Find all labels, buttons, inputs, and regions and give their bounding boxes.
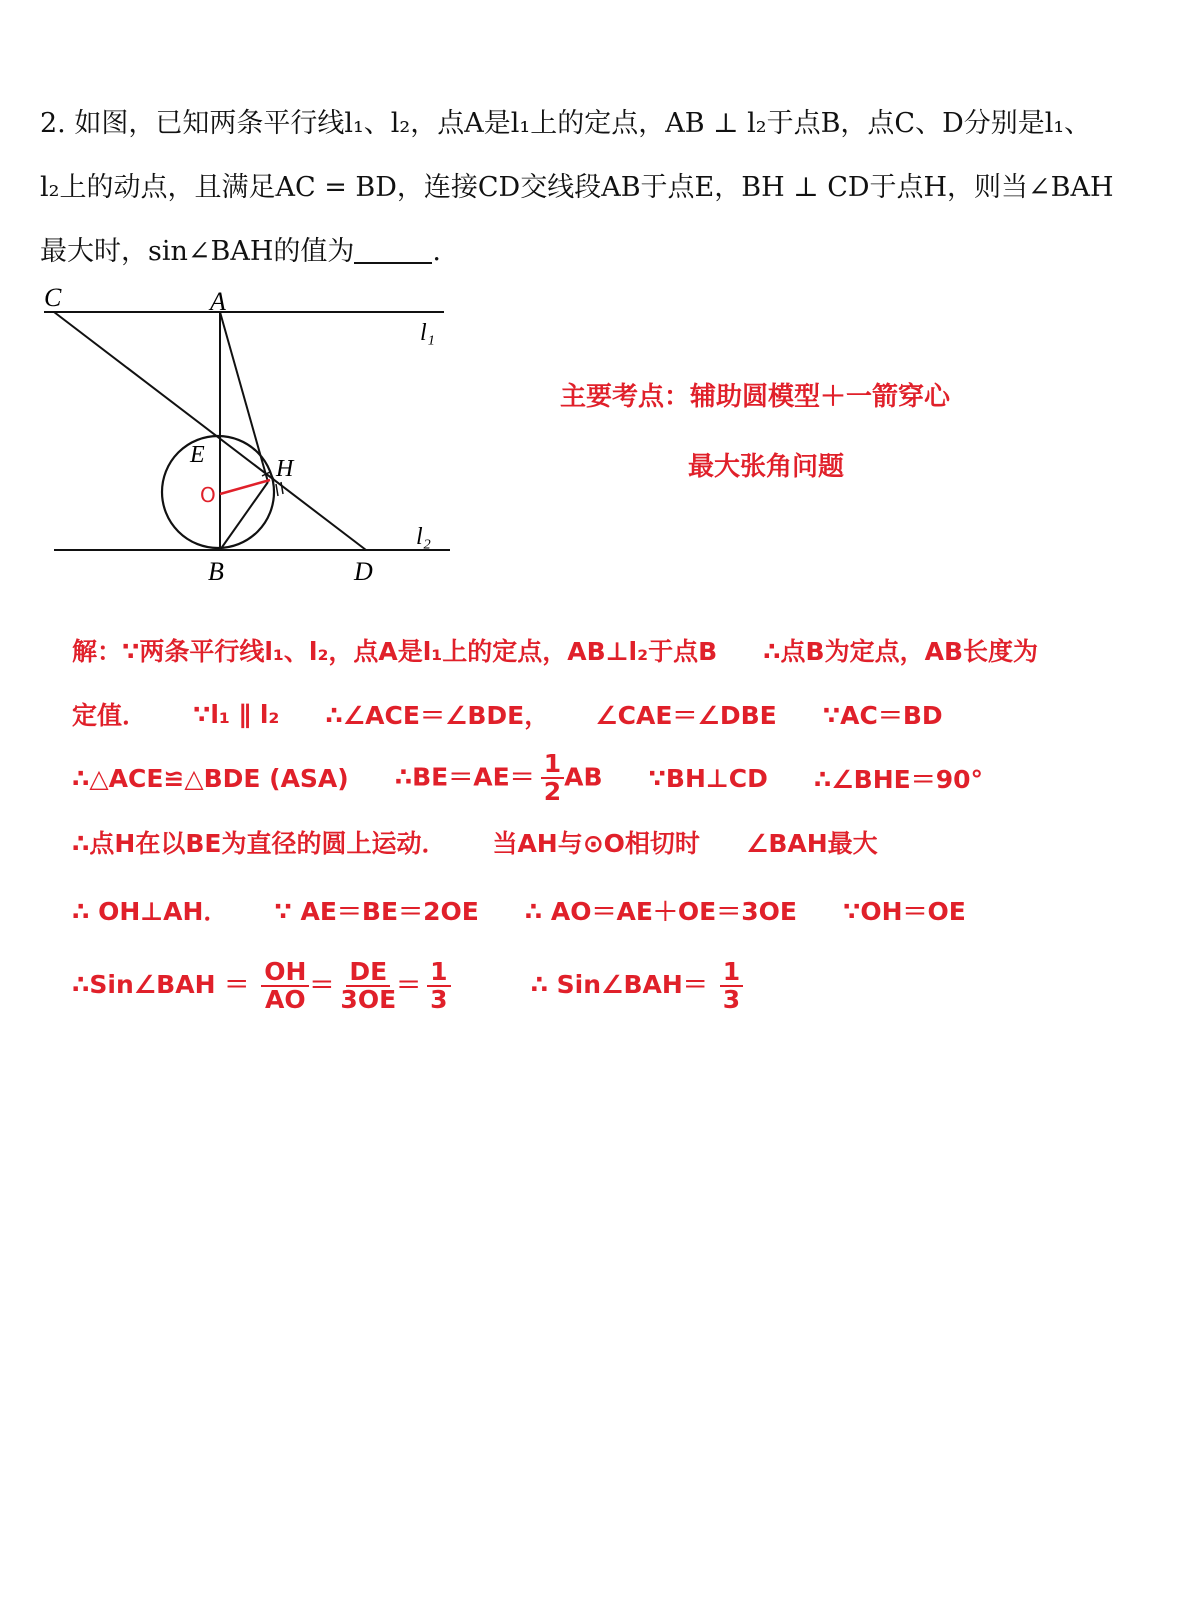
solution-text: ∵ AE＝BE＝2OE	[274, 897, 479, 926]
key-point-note	[560, 362, 1020, 502]
fraction-numerator: 1	[720, 959, 743, 987]
tick-mark-1	[276, 484, 278, 496]
fraction-de-3oe	[340, 956, 397, 1014]
solution-row-4	[72, 810, 1172, 874]
fraction-numerator: OH	[261, 959, 309, 987]
solution	[72, 618, 1172, 1026]
solution-text: ∠CAE＝∠DBE	[595, 701, 777, 730]
solution-text	[394, 748, 603, 806]
solution-text: ∴Sin∠BAH ＝	[72, 970, 250, 999]
fraction-one-third	[427, 956, 450, 1014]
label-h: H	[276, 456, 294, 482]
answer-blank	[354, 238, 432, 264]
solution-text: ∴Sin∠BAH ＝ $\frac{OH}{AO}$ ＝ $\frac{DE}{3OE}$ ＝ $\frac{1}{3}$	[72, 959, 451, 1014]
fraction-denominator: 2	[543, 777, 562, 806]
solution-text: ∴ OH⊥AH．	[72, 897, 229, 926]
solution-text: ∴△ACE≌△BDE (ASA)	[72, 763, 349, 793]
fraction-half	[541, 748, 564, 806]
label-c: C	[44, 283, 62, 312]
solution-row-6	[72, 946, 1172, 1026]
label-a: A	[210, 287, 226, 316]
problem-line-2: l₂上的动点，且满足AC = BD，连接CD交线段AB于点E，BH ⊥ CD于点H，则当∠BAH	[40, 172, 1114, 203]
fraction-answer	[720, 956, 743, 1014]
problem-line-3-end: .	[432, 236, 441, 267]
solution-text	[530, 956, 744, 1014]
fraction-denominator: 3	[722, 985, 741, 1014]
fraction-denominator: 3	[430, 985, 448, 1014]
solution-text: ∵BH⊥CD	[648, 763, 768, 793]
solution-row-5	[72, 874, 1172, 946]
label-l1: l₁	[420, 320, 436, 346]
fraction-denominator: AO	[265, 985, 306, 1014]
solution-row-2	[72, 682, 1172, 746]
solution-text: 定值．	[72, 701, 148, 730]
solution-text: 当AH与⊙O相切时	[492, 829, 700, 858]
problem-line-1: 2. 如图，已知两条平行线l₁、l₂，点A是l₁上的定点，AB ⊥ l₂于点B，点C、D分别是l₁、	[40, 108, 1092, 139]
problem-statement	[40, 92, 1150, 284]
key-point-line-1: 主要考点：辅助圆模型＋一箭穿心	[560, 382, 951, 412]
label-o: O	[200, 483, 216, 507]
geometry-figure	[40, 278, 470, 588]
label-d: D	[354, 557, 373, 586]
solution-text: ∴ AO＝AE＋OE＝3OE	[524, 897, 797, 926]
fraction-numerator: 1	[541, 751, 564, 779]
solution-text: ∴∠ACE＝∠BDE，	[325, 701, 550, 730]
solution-text: AB	[564, 762, 603, 791]
label-l2: l₂	[416, 524, 432, 550]
solution-row-1	[72, 618, 1172, 682]
solution-text: ∴点H在以BE为直径的圆上运动．	[72, 829, 447, 858]
fraction-numerator: DE	[346, 959, 390, 987]
solution-text: ∴点B为定点，AB长度为	[763, 637, 1038, 666]
solution-row-3	[72, 746, 1172, 810]
problem-line-3	[40, 220, 1150, 284]
solution-text: ∵AC＝BD	[822, 701, 943, 730]
circle-o	[162, 436, 274, 548]
problem-line-3-text: 最大时，sin∠BAH的值为	[40, 236, 355, 267]
fraction-numerator: 1	[427, 959, 450, 987]
solution-text: ∵l₁ ∥ l₂	[193, 699, 280, 729]
fraction-denominator: 3OE	[340, 985, 397, 1014]
solution-text: ∠BAH最大	[745, 829, 878, 858]
solution-text: ∴∠BHE＝90°	[813, 765, 983, 794]
fraction-oh-ao	[261, 956, 309, 1014]
tick-mark-2	[281, 482, 283, 494]
solution-text: ∴ Sin∠BAH＝	[530, 970, 708, 999]
solution-text: ∵OH＝OE	[842, 897, 966, 926]
solution-text: ∴BE＝AE＝	[394, 762, 535, 791]
key-point-line-2: 最大张角问题	[688, 452, 845, 482]
segment-oh	[220, 480, 270, 494]
label-e: E	[190, 442, 205, 468]
solution-text: 解：∵两条平行线l₁、l₂，点A是l₁上的定点，AB⊥l₂于点B	[72, 637, 718, 666]
segment-cd	[54, 312, 366, 550]
label-b: B	[208, 557, 224, 586]
